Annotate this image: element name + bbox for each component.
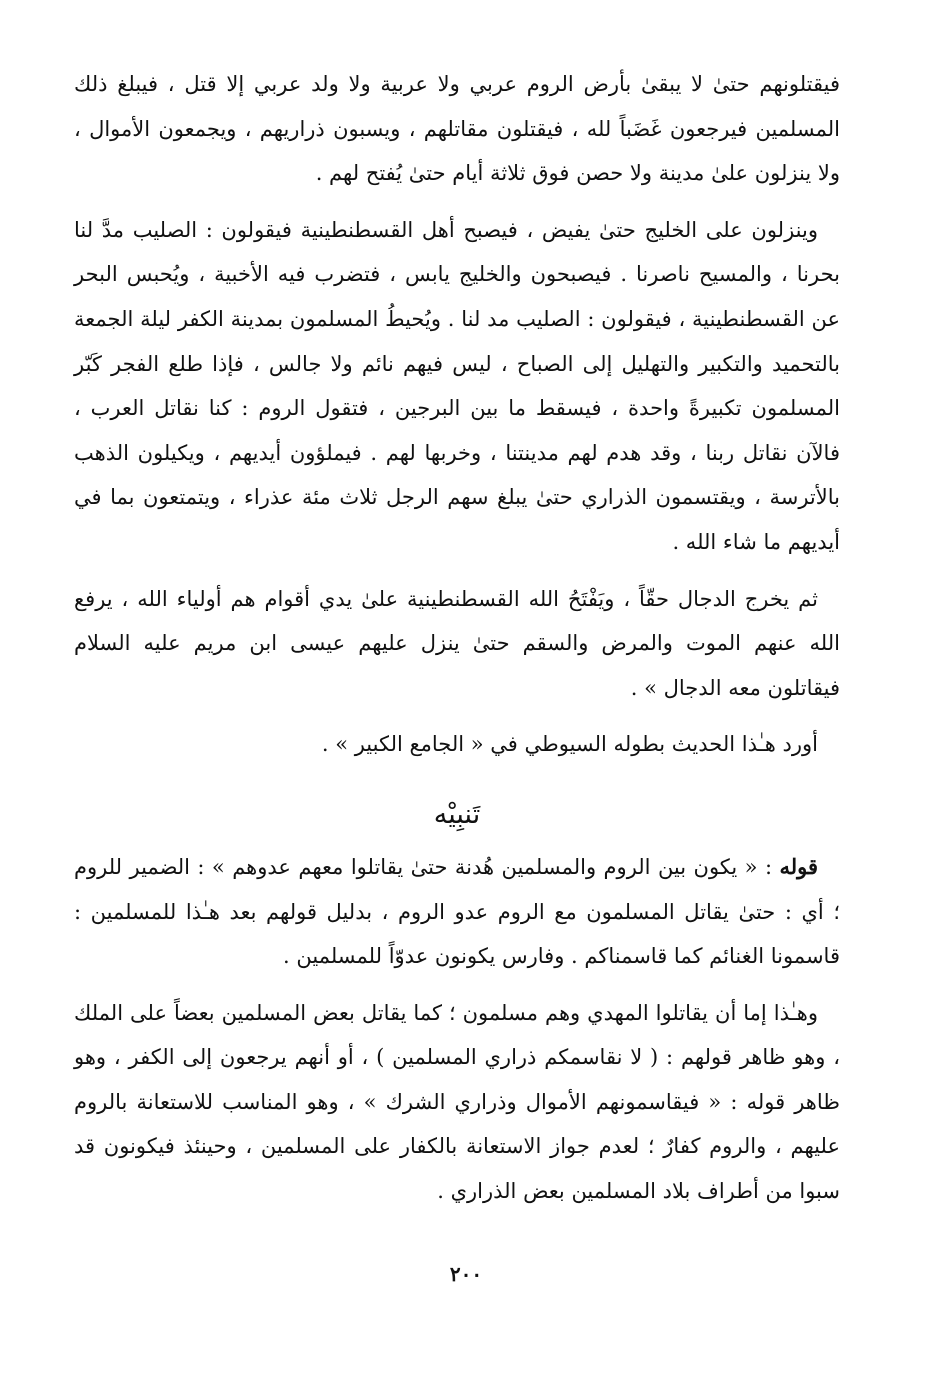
paragraph-1: فيقتلونهم حتىٰ لا يبقىٰ بأرض الروم عربي ولا عربية ولا ولد عربي إلا قتل ، فيبلغ ذلك المسلمين فيرجعون غَضَباً لله ، فيقتلون مقاتلهم ، ويسبون ذراريهم ، ويجمعون الأموال ، ولا ينزلون علىٰ مدينة ولا حصن فوق ثلاثة أيام حتىٰ يُفتح لهم . — [74, 72, 840, 186]
paragraph-5-text: : « يكون بين الروم والمسلمين هُدنة حتىٰ يقاتلوا معهم عدوهم » : الضمير للروم ؛ أي : حتىٰ يقاتل المسلمون مع الروم عدو الروم ، بدليل قولهم بعد هـٰذا للمسلمين : قاسمونا الغنائم كما قاسمناكم . وفارس يكونون عدوّاً للمسلمين . — [74, 854, 840, 969]
paragraph-5 — [74, 845, 840, 979]
paragraph-2: وينزلون على الخليج حتىٰ يفيض ، فيصبح أهل القسطنطينية فيقولون : الصليب مدَّ لنا بحرنا ، والمسيح ناصرنا . فيصبحون والخليج يابس ، فتضرب فيه الأخبية ، ويُحبس البحر عن القسطنطينية ، فيقولون : الصليب مد لنا . ويُحيطُ المسلمون بمدينة الكفر ليلة الجمعة بالتحميد والتكبير والتهليل إلى الصباح ، ليس فيهم نائم ولا جالس ، فإذا طلع الفجر كَبّر المسلمون تكبيرةً واحدة ، فيسقط ما بين البرجين ، فتقول الروم : كنا نقاتل العرب ، فالآن نقاتل ربنا ، وقد هدم لهم مدينتنا ، وخربها لهم . فيملؤون أيديهم ، ويكيلون الذهب بالأترسة ، ويقتسمون الذراري حتىٰ يبلغ سهم الرجل ثلاث مئة عذراء ، ويتمتعون بما في أيديهم ما شاء الله . — [74, 217, 840, 554]
paragraph-3: ثم يخرج الدجال حقّاً ، ويَفْتَحُ الله القسطنطينية علىٰ يدي أقوام هم أولياء الله ، يرفع الله عنهم الموت والمرض والسقم حتىٰ ينزل عليهم عيسى ابن مريم عليه السلام فيقاتلون معه الدجال » . — [74, 586, 840, 700]
page-number: ٢٠٠ — [449, 1262, 483, 1286]
paragraph-4: أورد هـٰذا الحديث بطوله السيوطي في « الجامع الكبير » . — [321, 732, 818, 757]
page-body — [74, 62, 840, 1214]
section-heading: تَنبِيْه — [433, 798, 481, 830]
paragraph-5-lead: قوله — [779, 853, 818, 879]
paragraph-6: وهـٰذا إما أن يقاتلوا المهدي وهم مسلمون ؛ كما يقاتل بعض المسلمين بعضاً على الملك ، وهو ظاهر قولهم : ( لا نقاسمكم ذراري المسلمين ) ، أو أنهم يرجعون إلى الكفر ، وهو ظاهر قوله : « فيقاسمونهم الأموال وذراري الشرك » ، وهو المناسب للاستعانة بالروم عليهم ، والروم كفارٌ ؛ لعدم جواز الاستعانة بالكفار على المسلمين ، وحينئذ فيكونون قد سبوا من أطراف بلاد المسلمين بعض الذراري . — [74, 1000, 840, 1204]
